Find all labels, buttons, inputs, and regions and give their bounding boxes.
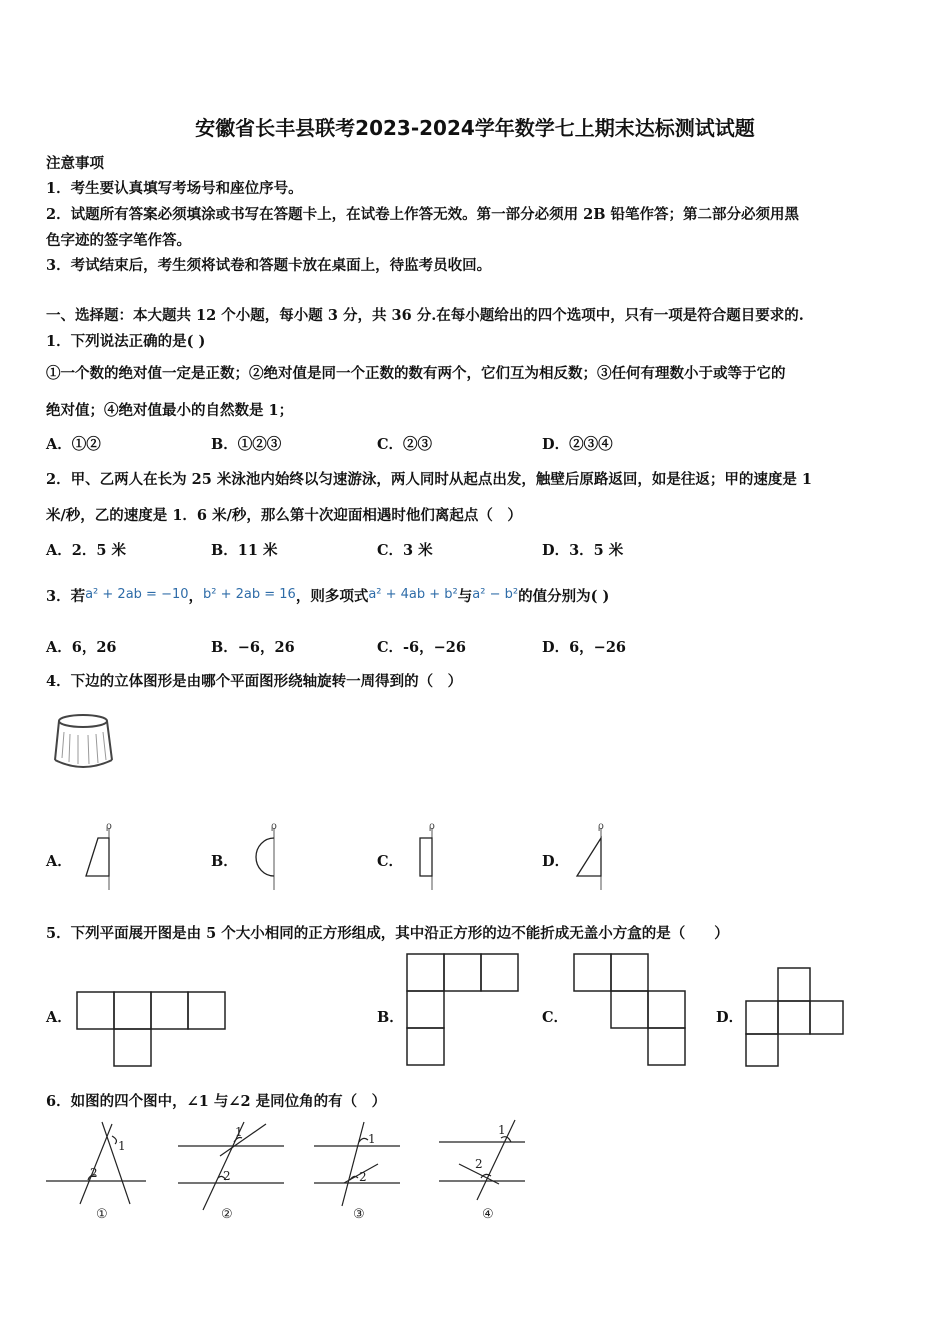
q6-fig2-label-1: 1 (235, 1125, 243, 1139)
q2-line1: 2．甲、乙两人在长为 25 米泳池内始终以匀速游泳，两人同时从起点出发，触壁后原路返回，如是往返；甲的速度是 1 (46, 471, 812, 488)
q5-option-a: A． (46, 1009, 72, 1026)
q3-expr3: a² + 4ab + b² (368, 587, 458, 602)
notice-item: 色字迹的签字笔作答。 (46, 232, 191, 249)
q4-option-c: C． (377, 853, 404, 870)
frustum-figure (50, 712, 120, 772)
q3-expr1: a² + 2ab = −10 (85, 587, 189, 602)
q1-option-c: C．②③ (377, 436, 433, 453)
q4-option-d: D． (542, 853, 570, 870)
q6-fig1-label-1: 1 (118, 1139, 126, 1153)
q1-option-b: B．①②③ (211, 436, 282, 453)
q3-sep: ， (188, 588, 204, 605)
notice-item: 2．试题所有答案必须填涂或书写在答题卡上，在试卷上作答无效。第一部分必须用 2B 铅笔作答；第二部分必须用黑 (46, 206, 800, 223)
notice-item: 3．考试结束后，考生须将试卷和答题卡放在桌面上，待监考员收回。 (46, 257, 492, 274)
q3-suffix: 的值分别为( ) (518, 588, 610, 605)
q5-option-b: B． (377, 1009, 404, 1026)
q6-figure-4 (437, 1118, 532, 1228)
q4-figure-b (250, 820, 290, 892)
svg-text:ρ: ρ (598, 821, 604, 832)
q1-stem: 1．下列说法正确的是( ) (46, 333, 206, 350)
q6-fig2-caption: ② (221, 1207, 233, 1222)
q2-option-a: A．2．5 米 (46, 542, 126, 559)
q6-fig4-label-2: 2 (475, 1157, 483, 1171)
q4-figure-d (570, 820, 610, 892)
q2-option-b: B．11 米 (211, 542, 278, 559)
q4-option-a: A． (46, 853, 72, 870)
q3-mid: ，则多项式 (295, 588, 369, 605)
q6-stem: 6．如图的四个图中，∠1 与∠2 是同位角的有（ ） (46, 1093, 387, 1110)
q6-fig3-caption: ③ (353, 1207, 365, 1222)
notice-item: 1．考生要认真填写考场号和座位序号。 (46, 180, 303, 197)
q3-prefix: 3．若 (46, 588, 86, 605)
q5-net-c (574, 954, 688, 1068)
q3-option-c: C．-6，−26 (377, 639, 466, 656)
q3-and: 与 (457, 588, 473, 605)
q2-line2: 米/秒，乙的速度是 1．6 米/秒，那么第十次迎面相遇时他们离起点（ ） (46, 507, 522, 524)
q4-stem: 4．下边的立体图形是由哪个平面图形绕轴旋转一周得到的（ ） (46, 673, 463, 690)
q2-option-d: D．3．5 米 (542, 542, 624, 559)
q6-fig4-caption: ④ (482, 1207, 494, 1222)
q3-stem (46, 585, 609, 606)
q5-option-c: C． (542, 1009, 569, 1026)
q5-net-d (746, 968, 846, 1068)
section-heading: 一、选择题：本大题共 12 个小题，每小题 3 分，共 36 分.在每小题给出的四个选项中，只有一项是符合题目要求的. (46, 307, 804, 324)
q5-net-b (407, 954, 521, 1068)
q3-expr4: a² − b² (472, 587, 519, 602)
q4-figure-c (412, 820, 452, 892)
q5-option-d: D． (716, 1009, 744, 1026)
svg-text:ρ: ρ (429, 821, 435, 832)
svg-text:ρ: ρ (271, 821, 277, 832)
page-title: 安徽省长丰县联考2023-2024学年数学七上期末达标测试试题 (195, 116, 755, 140)
q5-stem: 5．下列平面展开图是由 5 个大小相同的正方形组成，其中沿正方形的边不能折成无盖小方盒的是（ ） (46, 925, 729, 942)
q1-line1: ①一个数的绝对值一定是正数；②绝对值是同一个正数的数有两个，它们互为相反数；③任何有理数小于或等于它的 (46, 365, 786, 382)
q4-figure-a (82, 820, 122, 892)
q4-option-b: B． (211, 853, 238, 870)
q6-fig2-label-2: 2 (223, 1169, 231, 1183)
q3-option-d: D．6，−26 (542, 639, 626, 656)
q6-figure-2 (176, 1118, 291, 1228)
q1-option-a: A．①② (46, 436, 101, 453)
q6-fig4-label-1: 1 (498, 1123, 506, 1137)
q3-expr2: b² + 2ab = 16 (203, 587, 296, 602)
q5-net-a (77, 992, 227, 1068)
q1-line2: 绝对值；④绝对值最小的自然数是 1； (46, 402, 294, 419)
q6-fig1-label-2: 2 (90, 1166, 98, 1180)
notice-heading: 注意事项 (46, 155, 104, 172)
q6-fig3-label-1: 1 (368, 1132, 376, 1146)
q6-figure-3 (312, 1118, 407, 1228)
svg-text:ρ: ρ (106, 821, 112, 832)
q6-figure-1 (44, 1118, 154, 1228)
q1-option-d: D．②③④ (542, 436, 613, 453)
q6-fig1-caption: ① (96, 1207, 108, 1222)
q3-option-b: B．−6，26 (211, 639, 295, 656)
q3-option-a: A．6，26 (46, 639, 117, 656)
q6-fig3-label-2: 2 (359, 1170, 367, 1184)
q2-option-c: C．3 米 (377, 542, 433, 559)
